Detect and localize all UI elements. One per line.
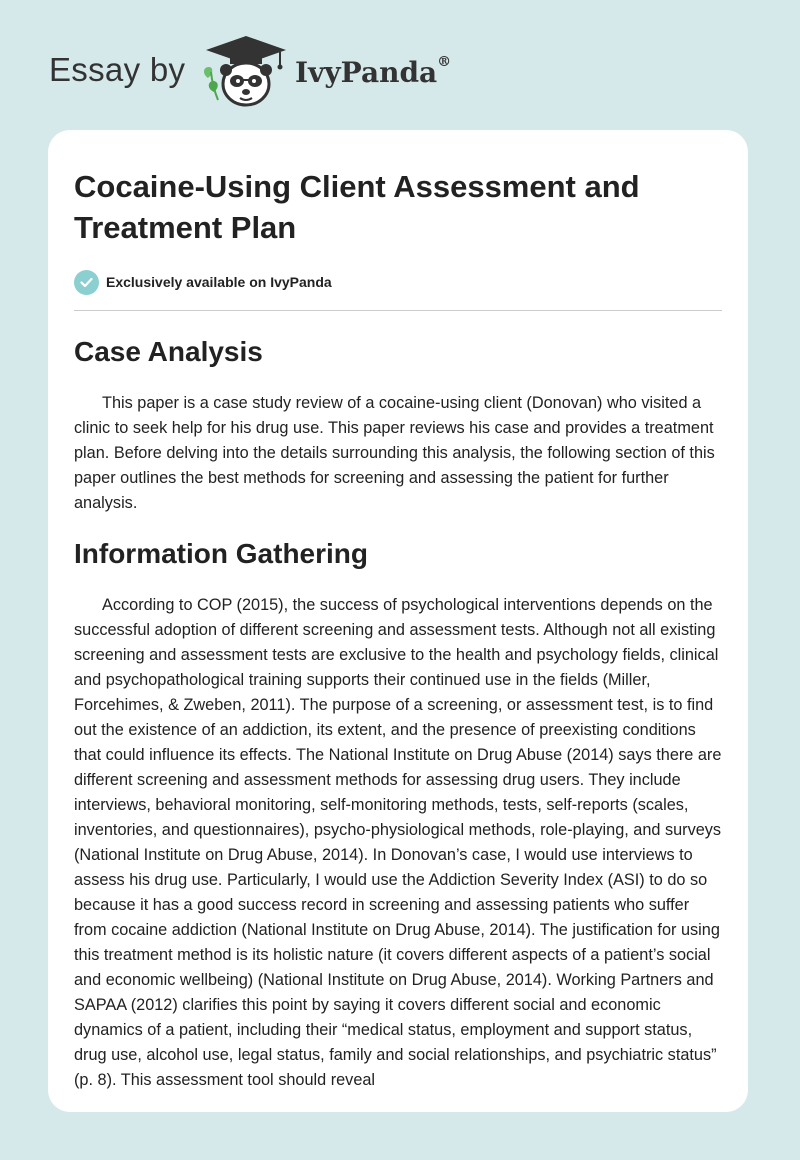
- divider: [74, 310, 722, 311]
- section-heading-information-gathering: Information Gathering: [74, 538, 368, 569]
- section-heading-case-analysis: Case Analysis: [74, 336, 263, 367]
- brand-label: IvyPanda: [295, 56, 438, 89]
- page-title: Cocaine-Using Client Assessment and Treatment Plan: [74, 169, 640, 245]
- ivypanda-logo-icon[interactable]: [200, 34, 292, 108]
- essay-by-label: Essay by: [49, 51, 186, 88]
- registered-mark: ®: [437, 54, 452, 70]
- paragraph-information-gathering: According to COP (2015), the success of psychological interventions depends on the successful adoption of different screening and assessment tests. Although not all existing screening and assessment tests are exclusive to the health and psychology fields, clinical and psychopathological training supports their continued use in the fields (Miller, Forcehimes, & Zweben, 2011). The purpose of a screening, or assessment test, is to find out the existence of an addiction, its extent, and the presence of preexisting conditions that could influence its effects. The National Institute on Drug Abuse (2014) says there are different screening and assessment methods for assessing drug users. They include interviews, behavioral monitoring, self-monitoring methods, tests, self-reports (scales, inventories, and questionnaires), psycho-physiological methods, role-playing, and surveys (National Institute on Drug Abuse, 2014). In Donovan’s case, I would use interviews to assess his drug use. Particularly, I would use the Addiction Severity Index (ASI) to do so because it has a good success record in screening and assessing patients who suffer from cocaine addiction (National Institute on Drug Abuse, 2014). The justification for using this treatment method is its holistic nature (it covers different aspects of a patient’s social and economic wellbeing) (National Institute on Drug Abuse, 2014). Working Partners and SAPAA (2012) clarifies this point by saying it covers different social and economic dynamics of a patient, including their “medical status, employment and support status, drug use, alcohol use, legal status, family and social relationships, and psychiatric status” (p. 8). This assessment tool should reveal: [74, 596, 722, 1089]
- site-header: [0, 0, 800, 130]
- essay-content: [74, 166, 724, 1093]
- exclusive-badge: [74, 268, 724, 296]
- check-icon: [74, 270, 99, 295]
- brand-name[interactable]: [295, 56, 451, 89]
- exclusive-label: Exclusively available on IvyPanda: [106, 274, 332, 290]
- essay-card: [48, 130, 748, 1112]
- paragraph-case-analysis: This paper is a case study review of a cocaine-using client (Donovan) who visited a clinic to seek help for his drug use. This paper reviews his case and provides a treatment plan. Before delving into the details surrounding this analysis, the following section of this paper outlines the best methods for screening and assessing the patient for further analysis.: [74, 394, 715, 512]
